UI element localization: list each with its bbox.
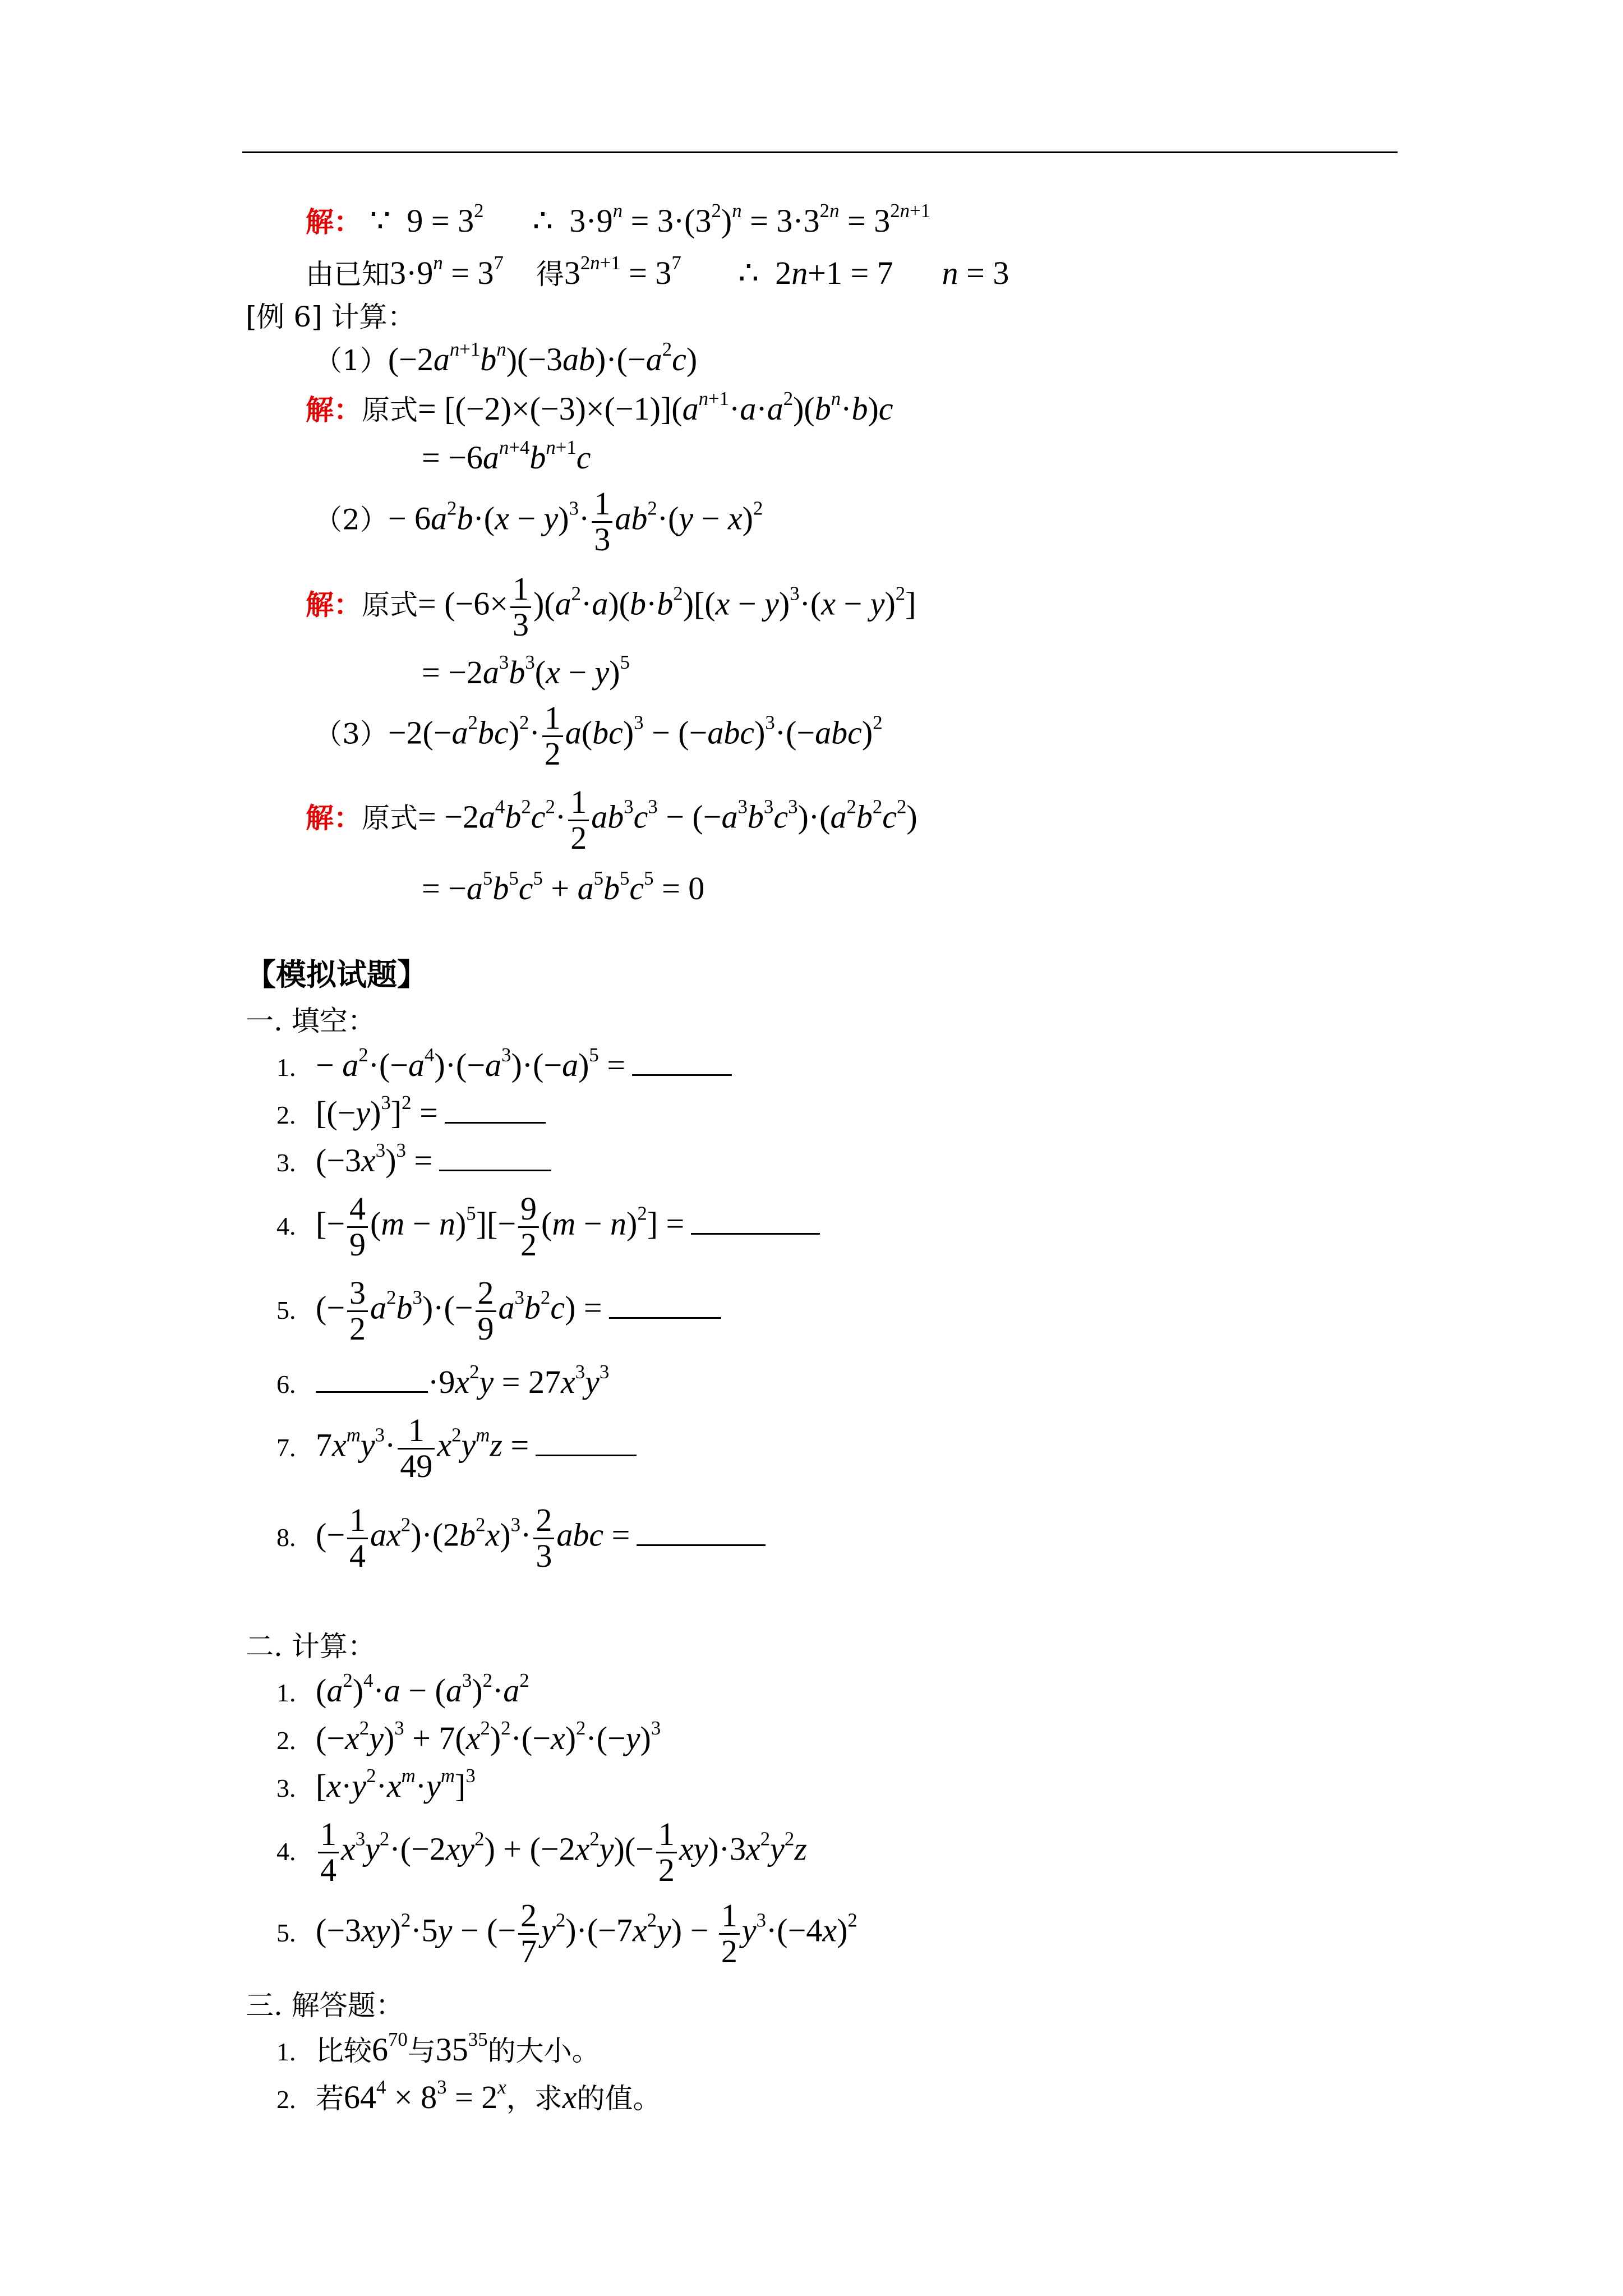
fill-item-1: 1. − $a^2\cdot(-a^4)\cdot(-a^3)\cdot(-a)^5$ =: [276, 1049, 732, 1082]
ex6-problem-1: $(1)(-2a^{n+1}b^n)(-3ab)\cdot(-a^2c)$: [314, 338, 698, 378]
part-label-1: （1）: [314, 344, 388, 377]
section-2-title: 二. 计算：: [246, 1630, 376, 1663]
item-number: 1.: [276, 2037, 296, 2066]
header-rule: [242, 151, 1398, 153]
item-number: 3.: [276, 1774, 296, 1802]
find-text: ，求: [506, 2082, 562, 2115]
item-number: 7.: [276, 1433, 296, 1462]
solution-label: 解：: [306, 801, 362, 835]
get-word: 得: [536, 258, 564, 291]
item-number: 1.: [276, 1053, 296, 1082]
original-form: 原式: [362, 394, 418, 426]
compare-and: 与: [407, 2035, 436, 2067]
ex6-sol-3b: = $-a^5b^5c^5 + a^5b^5c^5 = 0$: [422, 867, 705, 907]
fill-item-3: 3. $(-3x^3)^3$ =: [276, 1144, 551, 1177]
item-number: 2.: [276, 1726, 296, 1755]
original-form: 原式: [362, 802, 418, 835]
item-number: 6.: [276, 1370, 296, 1398]
section-3-title: 三. 解答题：: [246, 1989, 404, 2022]
fill-item-6: 6. $\cdot 9x^2y = 27x^3y^3$: [276, 1360, 610, 1400]
item-number: 8.: [276, 1522, 296, 1552]
ex6-sol-1b: = $-6a^{n+4}b^{n+1}c$: [422, 436, 591, 476]
fill-item-7: 7. $7x^my^3\cdot$ $\frac{1}{49}$ $x^2y^mz$ =: [276, 1414, 637, 1484]
item-number: 4.: [276, 1211, 296, 1240]
original-form: 原式: [362, 588, 418, 622]
part-label-2: （2）: [314, 503, 388, 536]
ex6-problem-3: $(3)-2(-a^2bc)^2\cdot$ $\frac{1}{2}$ $a(bc)^3 - (-abc)^3\cdot(-abc)^2$: [314, 700, 883, 772]
compare-end: 的大小。: [487, 2035, 600, 2067]
mock-test-title: 【模拟试题】: [246, 956, 427, 992]
find-end: 的值。: [577, 2082, 661, 2115]
calc-item-1: 1. $(a^2)^4\cdot a - (a^3)^2\cdot a^2$: [276, 1669, 529, 1709]
example6-title: [例 6] 计算：: [246, 301, 416, 333]
item-number: 5.: [276, 1918, 296, 1947]
item-number: 2.: [276, 2085, 296, 2114]
ex6-sol-2a: 解：原式= (−6× $\frac{1}{3}$ )$(a^2\cdot a)(b\cdot b^2)[(x - y)^3\cdot(x - y)^2]$: [306, 570, 916, 643]
calc-item-2: 2. $(-x^2y)^3 + 7(x^2)^2\cdot(-x)^2\cdot(-y)^3$: [276, 1717, 661, 1756]
fill-item-2: 2. $[(-y)^3]^2$ =: [276, 1097, 546, 1129]
item-number: 1.: [276, 1678, 296, 1707]
solution-label: 解：: [306, 393, 362, 426]
item-number: 5.: [276, 1295, 296, 1324]
item-number: 2.: [276, 1101, 296, 1129]
fill-item-5: 5. (− $\frac{3}{2}$ $a^2b^3)\cdot(-$ $\frac{2}{9}$ $a^3b^2c$) =: [276, 1276, 721, 1346]
ex6-sol-1a: 解：原式= $[(-2)\times(-3)\times(-1)](a^{n+1}\cdot a\cdot a^2)(b^n\cdot b)c$: [306, 387, 893, 427]
answer-item-1: 1. 比较$6^{70}$与$35^{35}$的大小。: [276, 2028, 600, 2068]
if-text: 若: [316, 2082, 344, 2115]
part-label-3: （3）: [314, 717, 388, 751]
sol-line-1: 解： ∵ $9 = 3^2$ ∴ $3\cdot 9^n = 3\cdot(3^2)^n = 3\cdot 3^{2n} = 3^{2n+1}$: [306, 199, 931, 239]
solution-label: 解：: [306, 205, 362, 238]
ex6-problem-2: $(2)- 6a^2b\cdot(x - y)^3\cdot$ $\frac{1}{3}$ $ab^2\cdot(y - x)^2$: [314, 485, 763, 558]
fill-item-4: 4. [− $\frac{4}{9}$ $(m - n)^5][-$ $\frac{9}{2}$ $(m - n)^2$] =: [276, 1192, 820, 1262]
sol-line-2: 由已知$3\cdot 9^n = 3^7$ 得$3^{2n+1} = 3^7$ ∴ 2n+1 = 7 n = 3: [306, 251, 1009, 291]
section-1-title: 一. 填空：: [246, 1005, 376, 1037]
answer-item-2: 2. 若$64^4 \times 8^3 = 2^x$，求x的值。: [276, 2076, 661, 2115]
known-prefix: 由已知: [306, 258, 390, 291]
ex6-sol-3a: 解：原式= $-2a^4b^2c^2\cdot$ $\frac{1}{2}$ $ab^3c^3 - (-a^3b^3c^3)\cdot(a^2b^2c^2)$: [306, 784, 917, 856]
calc-item-3: 3. $[x\cdot y^2\cdot x^m\cdot y^m]^3$: [276, 1764, 476, 1804]
fill-item-8: 8. (− $\frac{1}{4}$ $ax^2)\cdot(2b^2x)^3\cdot$ $\frac{2}{3}$ abc =: [276, 1503, 766, 1573]
calc-item-4: 4. $\frac{1}{4}$ $x^3y^2\cdot(-2xy^2) + (-2x^2y)(-$ $\frac{1}{2}$ $xy)\cdot 3x^2y^2z$: [276, 1816, 807, 1888]
solution-label: 解：: [306, 588, 362, 622]
ex6-sol-2b: = $-2a^3b^3(x - y)^5$: [422, 651, 630, 691]
compare-text: 比较: [316, 2035, 372, 2067]
item-number: 3.: [276, 1148, 296, 1177]
calc-item-5: 5. $(-3xy)^2\cdot 5y$ − (− $\frac{2}{7}$ $y^2)\cdot(-7x^2y)$ − $\frac{1}{2}$ $y^3\cdot(-4x)^2$: [276, 1897, 857, 1970]
item-number: 4.: [276, 1837, 296, 1866]
